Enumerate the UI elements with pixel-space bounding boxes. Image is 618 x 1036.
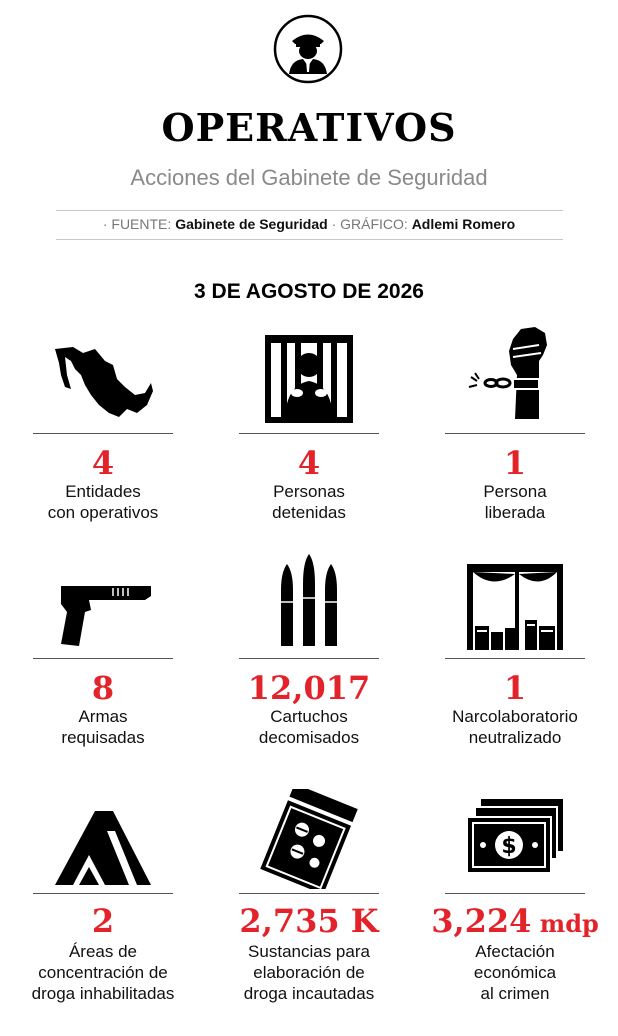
security-officer-icon: [273, 14, 343, 84]
stat-label-line2: con operativos: [47, 503, 159, 522]
report-date: 3 DE AGOSTO DE 2026: [194, 280, 424, 303]
stat-label-line1: Afectación: [475, 942, 555, 961]
stat-label-line2: económica: [473, 963, 557, 982]
camp-tent-icon: [53, 791, 153, 891]
source-prefix: · FUENTE:: [102, 216, 172, 232]
prisoner-icon: [259, 329, 359, 429]
page-title: OPERATIVOS: [161, 105, 457, 150]
graphic-prefix: · GRÁFICO:: [331, 216, 408, 232]
stat-divider: [33, 893, 173, 894]
money-bills-icon: [465, 793, 565, 893]
stat-label-line1: Entidades: [65, 482, 141, 501]
bullets-icon: [259, 550, 359, 650]
broken-chain-fist-icon: [465, 325, 565, 425]
stat-divider: [445, 658, 585, 659]
stat-label-line3: al crimen: [480, 984, 550, 1003]
stat-divider: [445, 433, 585, 434]
stat-label-line1: Narcolaboratorio: [452, 707, 578, 726]
stat-divider: [239, 433, 379, 434]
stat-divider: [239, 893, 379, 894]
stat-value: 1: [503, 669, 527, 707]
stat-label-line2: detenidas: [272, 503, 346, 522]
stat-label-line3: droga incautadas: [243, 984, 375, 1003]
graphic-value: Adlemi Romero: [411, 216, 516, 232]
stat-label-line2: elaboración de: [253, 963, 365, 982]
pistol-icon: [53, 556, 153, 656]
drug-bag-icon: [259, 789, 359, 889]
svg-text:$: $: [501, 834, 517, 859]
stat-divider: [33, 658, 173, 659]
stat-label-line2: concentración de: [38, 963, 168, 982]
stat-value: 4: [91, 444, 115, 482]
bottom-divider: [56, 239, 563, 240]
top-divider: [56, 210, 563, 211]
stat-divider: [239, 658, 379, 659]
stat-value: 1: [503, 444, 527, 482]
credits-line: [0, 216, 618, 232]
stat-label-line1: Áreas de: [68, 942, 138, 961]
stat-label-line2: requisadas: [61, 728, 145, 747]
source-value: Gabinete de Seguridad: [175, 216, 328, 232]
stat-value: 3,224 mdp: [431, 902, 599, 940]
stat-label-line2: neutralizado: [468, 728, 562, 747]
stat-label-line2: liberada: [484, 503, 546, 522]
stat-label-line1: Cartuchos: [270, 707, 348, 726]
stat-divider: [33, 433, 173, 434]
narcolab-icon: [465, 556, 565, 656]
stat-label-line3: droga inhabilitadas: [31, 984, 175, 1003]
stat-label-line1: Persona: [483, 482, 547, 501]
page-subtitle: Acciones del Gabinete de Seguridad: [130, 165, 488, 190]
stat-label-line2: decomisados: [258, 728, 360, 747]
stat-value: 12,017: [247, 669, 371, 707]
stat-label-line1: Armas: [78, 707, 128, 726]
stat-value: 2: [91, 902, 115, 940]
stat-value: 2,735 K: [239, 902, 379, 940]
stat-divider: [445, 893, 585, 894]
stat-label-line1: Sustancias para: [248, 942, 370, 961]
stat-value: 4: [297, 444, 321, 482]
mexico-map-icon: [53, 335, 153, 435]
stat-label-line1: Personas: [273, 482, 345, 501]
stat-value: 8: [91, 669, 115, 707]
